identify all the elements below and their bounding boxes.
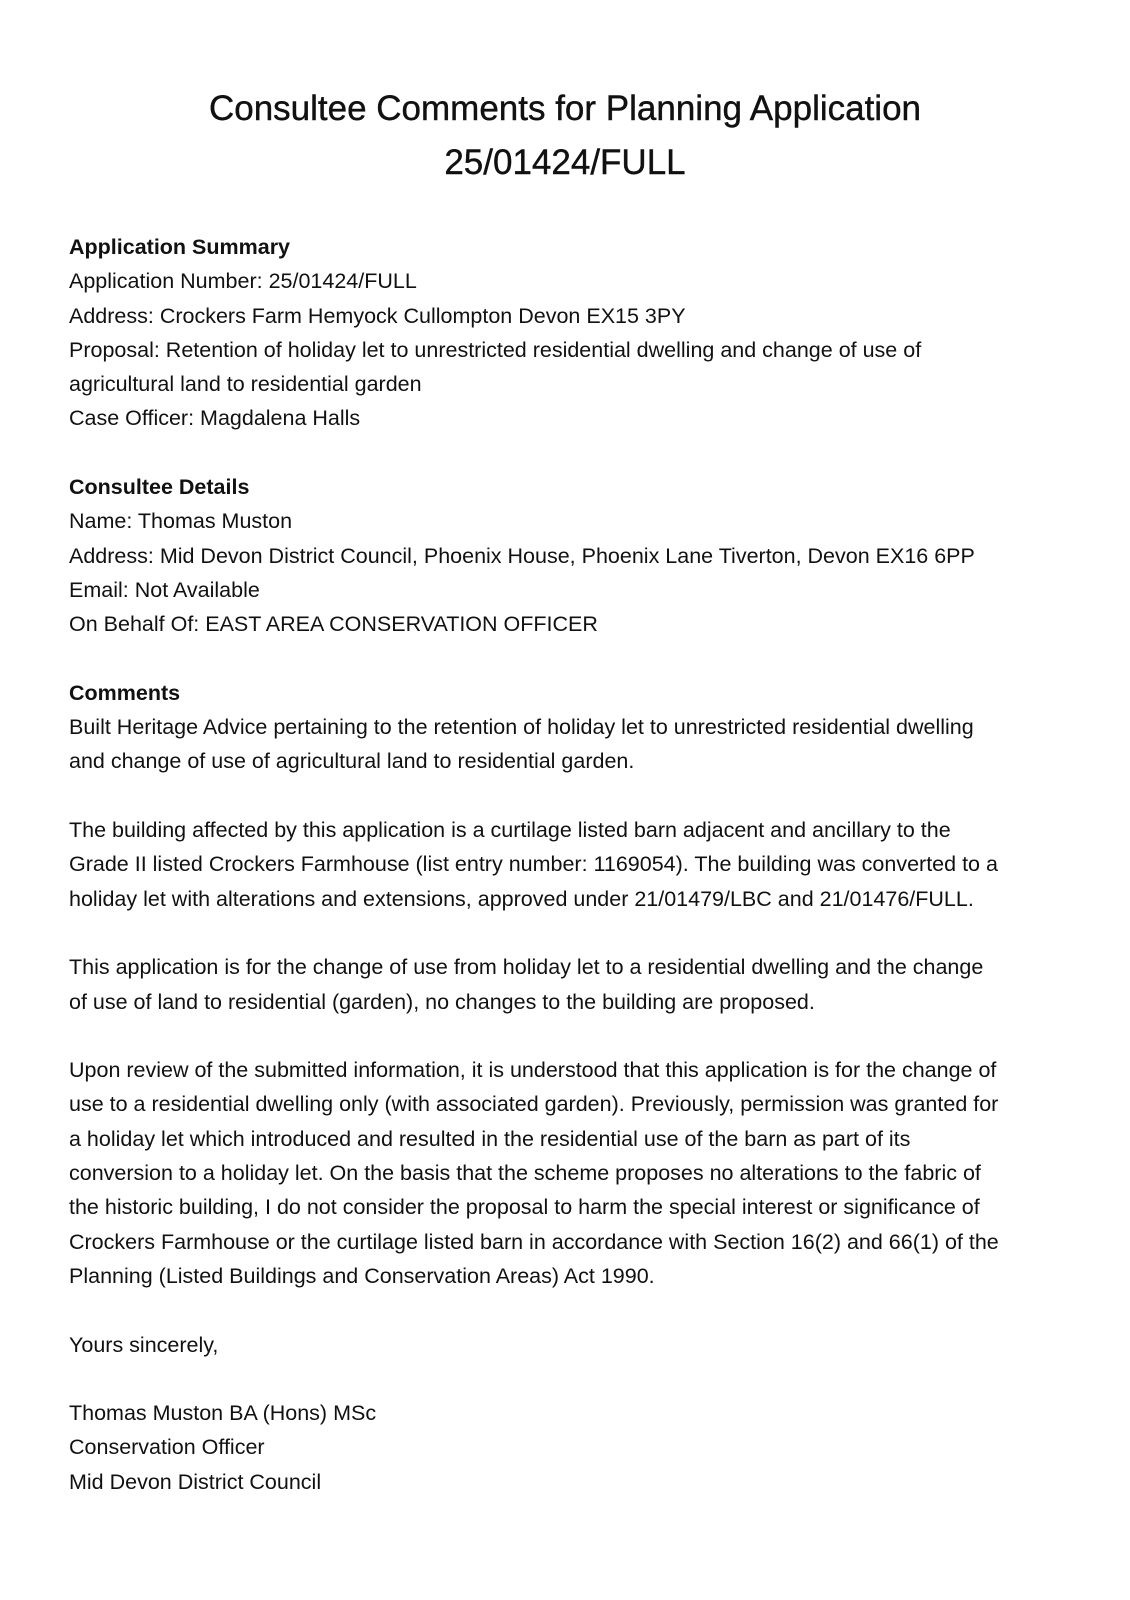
- comment-line: conversion to a holiday let. On the basis that the scheme proposes no alterations to the fabric of: [69, 1161, 981, 1186]
- document-body: [69, 230, 1069, 1499]
- spacer: [69, 642, 1069, 676]
- application-address: Address: Crockers Farm Hemyock Cullompton Devon EX15 3PY: [69, 303, 686, 328]
- spacer: [69, 916, 1069, 950]
- page-title-line-1: Consultee Comments for Planning Application: [208, 89, 922, 128]
- consultee-on-behalf-of: On Behalf Of: EAST AREA CONSERVATION OFFICER: [69, 612, 598, 637]
- comment-line: holiday let with alterations and extensions, approved under 21/01479/LBC and 21/01476/FULL.: [69, 886, 974, 911]
- consultee-details-heading: Consultee Details: [69, 475, 250, 500]
- closing-salutation: Yours sincerely,: [69, 1332, 219, 1357]
- application-summary-section: [69, 230, 1069, 436]
- application-proposal-line-1: Proposal: Retention of holiday let to unrestricted residential dwelling and change of use of: [69, 337, 922, 362]
- comment-paragraph-4: [69, 1053, 1069, 1293]
- spacer: [69, 779, 1069, 813]
- comment-line: This application is for the change of use from holiday let to a residential dwelling and the change: [69, 955, 984, 980]
- spacer: [69, 1293, 1069, 1327]
- comment-line: Planning (Listed Buildings and Conservation Areas) Act 1990.: [69, 1263, 655, 1288]
- application-summary-heading: Application Summary: [69, 235, 291, 259]
- signature-organisation: Mid Devon District Council: [69, 1469, 322, 1494]
- comment-line: the historic building, I do not consider the proposal to harm the special interest or significance of: [69, 1195, 980, 1220]
- comment-line: Built Heritage Advice pertaining to the retention of holiday let to unrestricted residential dwelling: [69, 715, 974, 740]
- signature-role: Conservation Officer: [69, 1435, 265, 1460]
- page-title-line-2: 25/01424/FULL: [444, 143, 686, 182]
- comments-section: [69, 676, 1069, 1499]
- comment-line: Crockers Farmhouse or the curtilage listed barn in accordance with Section 16(2) and 66(1) of the: [69, 1229, 999, 1254]
- consultee-name: Name: Thomas Muston: [69, 509, 293, 534]
- consultee-email: Email: Not Available: [69, 577, 260, 602]
- comment-line: use to a residential dwelling only (with associated garden). Previously, permission was granted for: [69, 1092, 999, 1117]
- application-proposal-line-2: agricultural land to residential garden: [69, 372, 422, 397]
- consultee-details-section: [69, 470, 1069, 641]
- page-title: [0, 82, 1130, 190]
- comment-paragraph-1: [69, 710, 1069, 779]
- comment-line: of use of land to residential (garden), no changes to the building are proposed.: [69, 989, 815, 1014]
- comment-line: and change of use of agricultural land to residential garden.: [69, 749, 635, 774]
- comment-line: The building affected by this application is a curtilage listed barn adjacent and ancillary to the: [69, 818, 951, 843]
- comment-line: Grade II listed Crockers Farmhouse (list entry number: 1169054). The building was converted to a: [69, 852, 998, 877]
- comment-paragraph-3: [69, 950, 1069, 1019]
- spacer: [69, 436, 1069, 470]
- comment-paragraph-2: [69, 813, 1069, 916]
- spacer: [69, 1362, 1069, 1396]
- comment-line: Upon review of the submitted information, it is understood that this application is for the change of: [69, 1058, 997, 1083]
- consultee-address: Address: Mid Devon District Council, Phoenix House, Phoenix Lane Tiverton, Devon EX16 6PP: [69, 543, 975, 568]
- spacer: [69, 1019, 1069, 1053]
- case-officer: Case Officer: Magdalena Halls: [69, 406, 361, 431]
- comments-heading: Comments: [69, 680, 181, 705]
- signature-block: [69, 1396, 1069, 1499]
- comment-line: a holiday let which introduced and resulted in the residential use of the barn as part of its: [69, 1126, 911, 1151]
- signature-name: Thomas Muston BA (Hons) MSc: [69, 1401, 377, 1426]
- application-number: Application Number: 25/01424/FULL: [69, 269, 417, 294]
